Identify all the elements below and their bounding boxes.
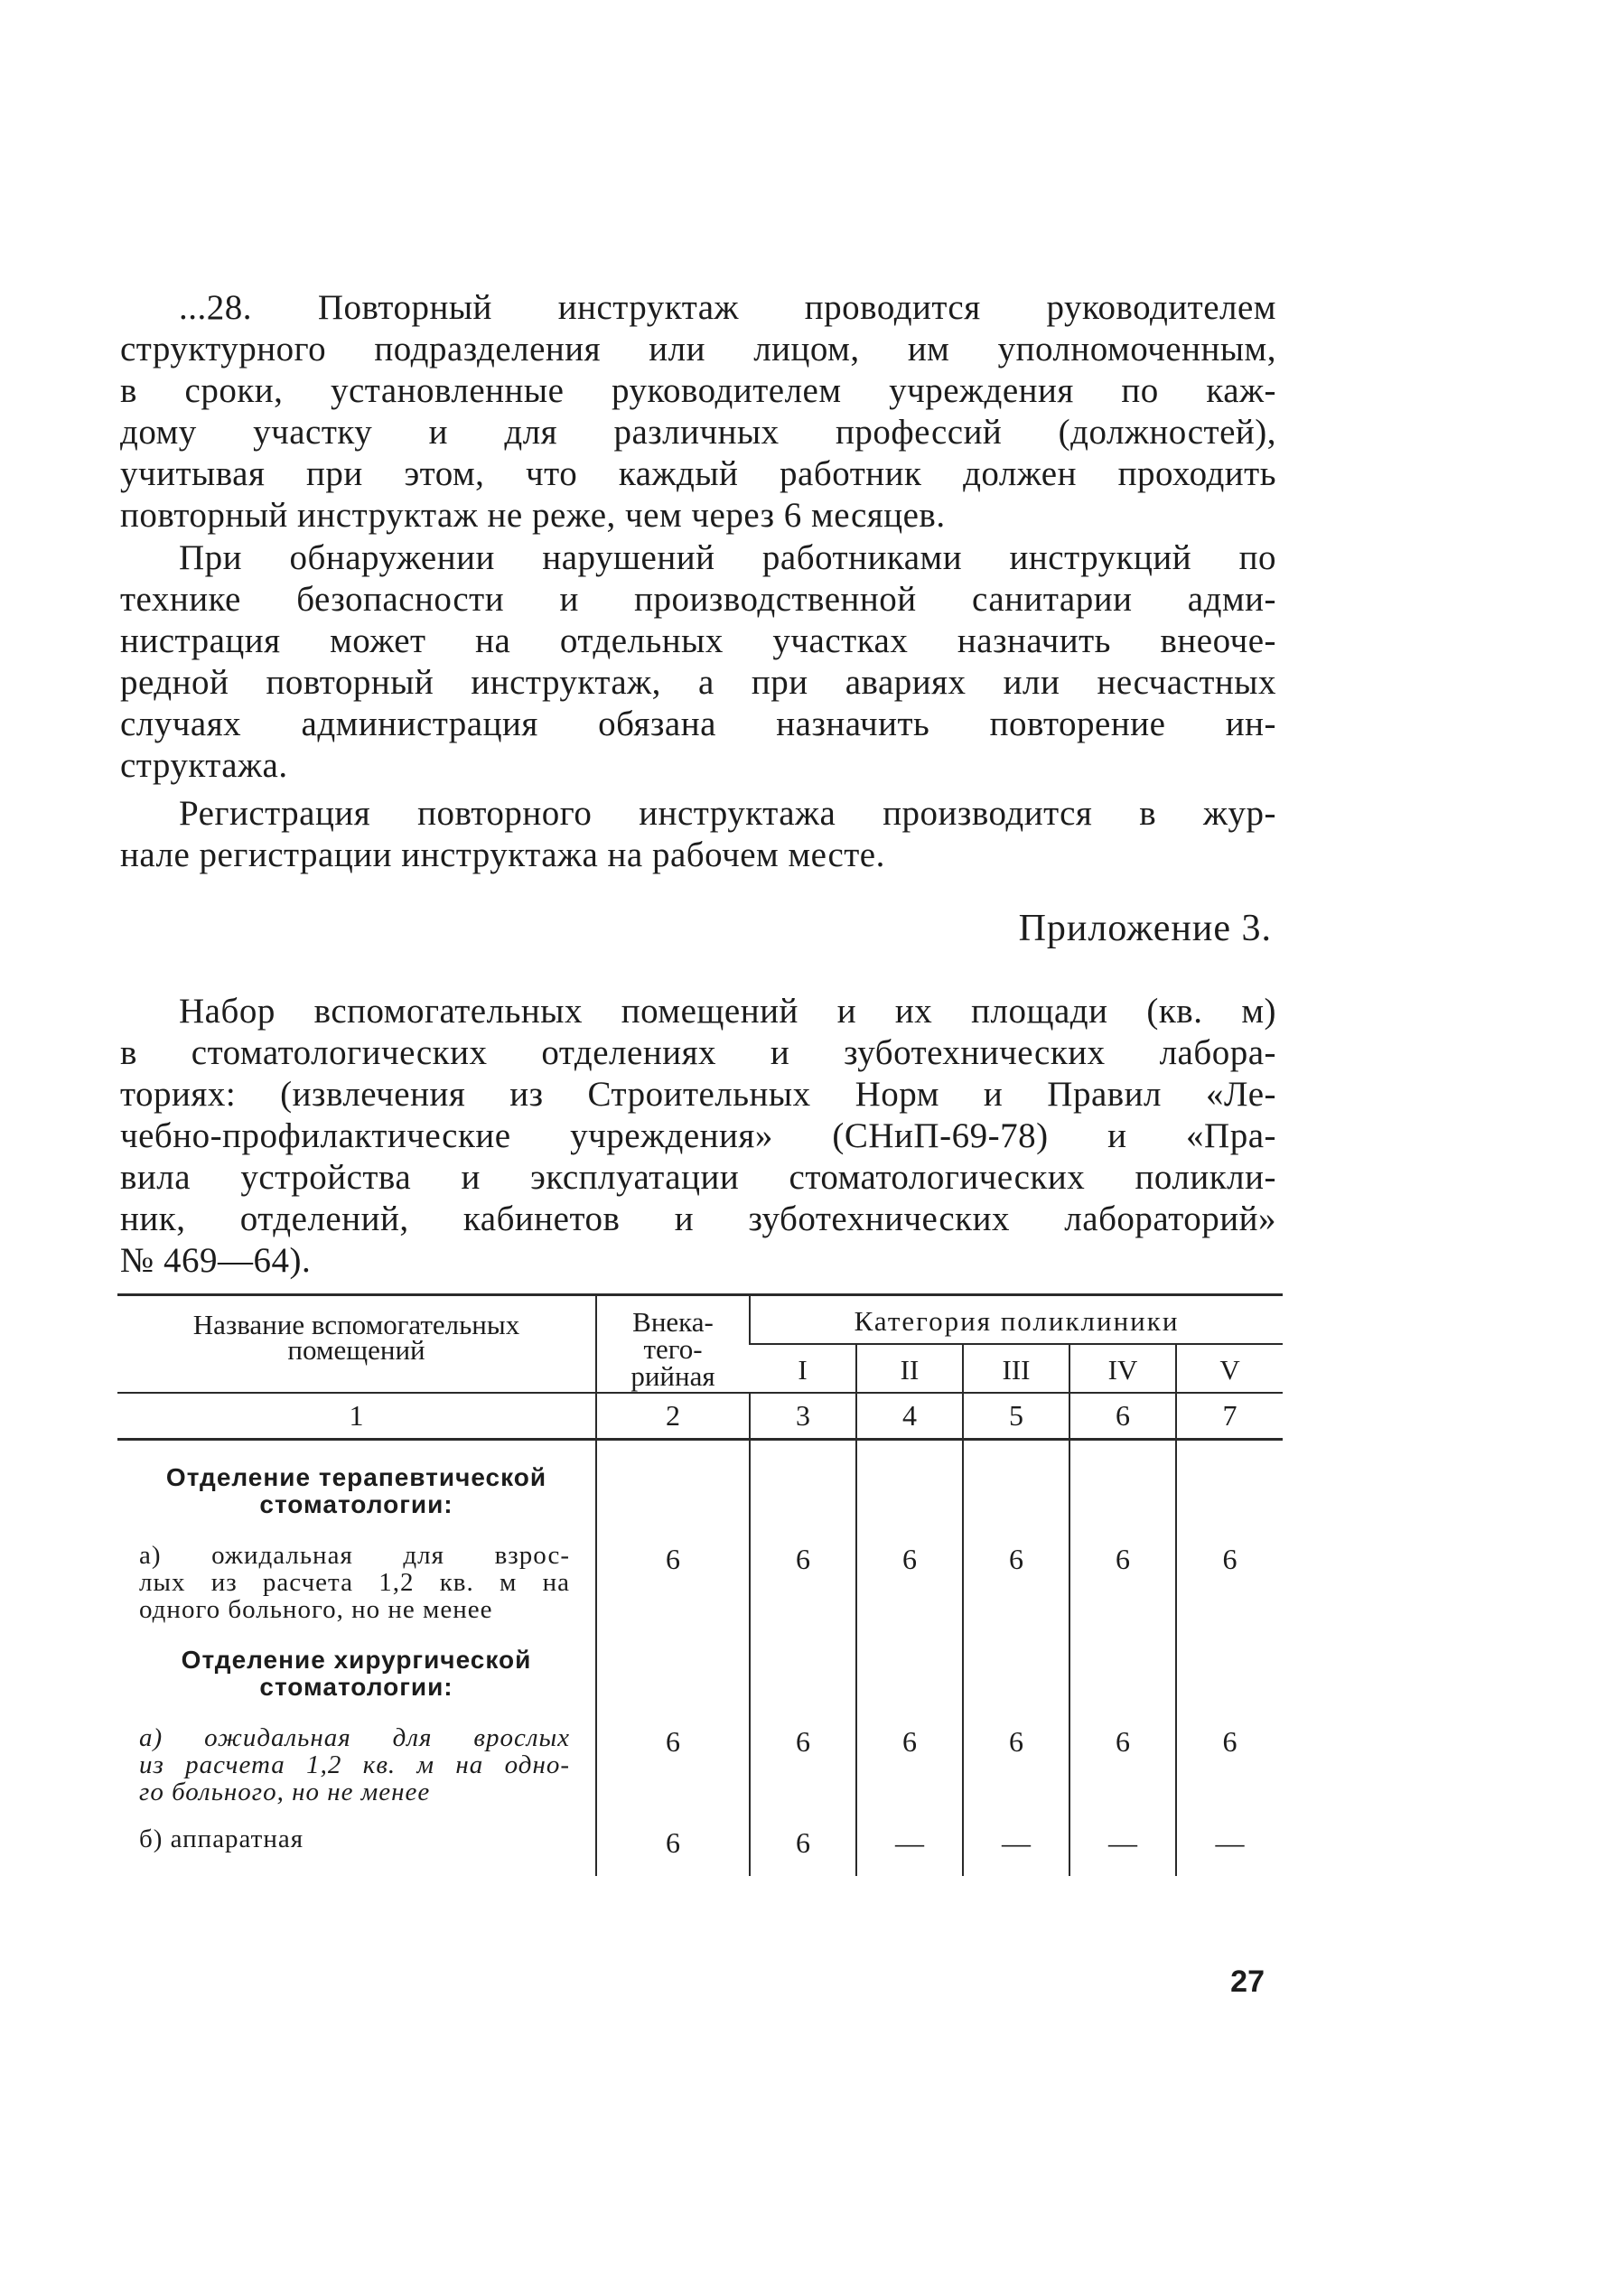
row-label-line: а) ожидальная для взрос- [139, 1541, 570, 1570]
row-label-line: а) ожидальная для врослых [139, 1723, 570, 1752]
header-category-3: III [963, 1344, 1069, 1393]
text-line: технике безопасности и производственной санитарии адми- [120, 580, 1276, 619]
text-line: ториях: (извлечения из Строительных Норм и Правил «Ле- [120, 1075, 1276, 1114]
row-label-line: лых из расчета 1,2 кв. м на [139, 1568, 570, 1597]
section-title-surgical [117, 1643, 596, 1704]
header-category-5: V [1176, 1344, 1283, 1393]
cell-outcategory: 6 [596, 1724, 750, 1806]
column-number: 4 [856, 1393, 963, 1440]
rooms-table-container [117, 1293, 1283, 1876]
text-line: в сроки, установленные руководителем учреждения по каж- [120, 371, 1276, 410]
paragraph-rooms-set [120, 991, 1276, 1282]
header-room-name [117, 1295, 596, 1394]
header-category-2: II [856, 1344, 963, 1393]
cell-category-3: 6 [963, 1724, 1069, 1806]
row-label-line: одного больного, но не менее [139, 1595, 493, 1624]
section-title-line: стоматологии: [259, 1490, 453, 1518]
row-label-line: из расчета 1,2 кв. м на одно- [139, 1750, 570, 1779]
cell-category-5: — [1176, 1825, 1283, 1856]
cell-outcategory: 6 [596, 1825, 750, 1856]
text-line: При обнаружении нарушений работниками инструкций по [179, 538, 1276, 577]
paragraph-registration [120, 793, 1276, 876]
cell-category-2: 6 [856, 1724, 963, 1806]
cell-category-5: 6 [1176, 1542, 1283, 1623]
column-number: 5 [963, 1393, 1069, 1440]
cell-outcategory: 6 [596, 1542, 750, 1623]
spacer-row [117, 1704, 1283, 1724]
table-row [117, 1825, 1283, 1856]
row-label [117, 1724, 596, 1806]
rooms-table [117, 1293, 1283, 1876]
column-number: 2 [596, 1393, 750, 1440]
spacer-row [117, 1856, 1283, 1876]
section-heading-row [117, 1643, 1283, 1704]
spacer-row [117, 1440, 1283, 1461]
section-title-line: Отделение терапевтической [165, 1463, 547, 1491]
column-number: 1 [117, 1393, 596, 1440]
spacer-row [117, 1806, 1283, 1825]
cell-category-1: 6 [750, 1724, 856, 1806]
row-label [117, 1825, 596, 1856]
text-line: учитывая при этом, что каждый работник должен проходить [120, 454, 1276, 493]
header-outcategory-line: тего- [643, 1333, 703, 1365]
column-number: 6 [1069, 1393, 1176, 1440]
page-number: 27 [1230, 1965, 1265, 1999]
row-label [117, 1542, 596, 1623]
text-line: Регистрация повторного инструктажа производится в жур- [179, 794, 1276, 833]
row-label-line: го больного, но не менее [139, 1778, 431, 1806]
section-title-line: стоматологии: [259, 1673, 453, 1701]
cell-category-4: 6 [1069, 1542, 1176, 1623]
header-room-name-text: Название вспомогательных помещений [192, 1309, 520, 1366]
text-line: повторный инструктаж не реже, чем через 6 месяцев. [120, 496, 946, 535]
section-heading-row [117, 1461, 1283, 1522]
text-line: № 469—64). [120, 1241, 312, 1280]
cell-category-4: 6 [1069, 1724, 1176, 1806]
cell-category-1: 6 [750, 1542, 856, 1623]
text-line: редной повторный инструктаж, а при авариях или несчастных [120, 663, 1276, 702]
spacer-row [117, 1623, 1283, 1643]
cell-category-5: 6 [1176, 1724, 1283, 1806]
appendix-title: Приложение 3. [1018, 908, 1272, 949]
text-line: случаях администрация обязана назначить повторение ин- [120, 705, 1276, 743]
text-line: нистрация может на отдельных участках назначить внеоче- [120, 621, 1276, 660]
cell-category-2: 6 [856, 1542, 963, 1623]
table-row [117, 1542, 1283, 1623]
header-outcategory-line: рийная [630, 1360, 715, 1392]
text-line: структажа. [120, 746, 288, 785]
text-line: ник, отделений, кабинетов и зуботехнических лабораторий» [120, 1199, 1276, 1238]
paragraph-violations [120, 537, 1276, 787]
cell-category-2: — [856, 1825, 963, 1856]
section-title-therapeutic [117, 1461, 596, 1522]
header-category-group: Категория поликлиники [750, 1295, 1283, 1345]
table-row [117, 1724, 1283, 1806]
header-outcategory [596, 1295, 750, 1394]
cell-category-1: 6 [750, 1825, 856, 1856]
header-category-1: I [750, 1344, 856, 1393]
text-line: вила устройства и эксплуатации стоматологических поликли- [120, 1158, 1276, 1197]
header-outcategory-line: Внека- [632, 1306, 714, 1338]
column-number: 3 [750, 1393, 856, 1440]
paragraph-28 [120, 287, 1276, 537]
header-category-4: IV [1069, 1344, 1176, 1393]
text-line: в стоматологических отделениях и зуботехнических лабора- [120, 1033, 1276, 1072]
section-title-line: Отделение хирургической [181, 1646, 532, 1674]
spacer-row [117, 1522, 1283, 1542]
text-line: Набор вспомогательных помещений и их площади (кв. м) [179, 992, 1276, 1031]
row-label-line: б) аппаратная [139, 1825, 304, 1853]
cell-category-3: 6 [963, 1542, 1069, 1623]
text-line: ...28. Повторный инструктаж проводится руководителем [179, 288, 1276, 327]
text-line: структурного подразделения или лицом, им уполномоченным, [120, 330, 1276, 369]
text-line: чебно-профилактические учреждения» (СНиП-69-78) и «Пра- [120, 1116, 1276, 1155]
cell-category-4: — [1069, 1825, 1176, 1856]
text-line: дому участку и для различных профессий (должностей), [120, 413, 1276, 452]
text-line: нале регистрации инструктажа на рабочем месте. [120, 835, 885, 874]
column-number: 7 [1176, 1393, 1283, 1440]
cell-category-3: — [963, 1825, 1069, 1856]
